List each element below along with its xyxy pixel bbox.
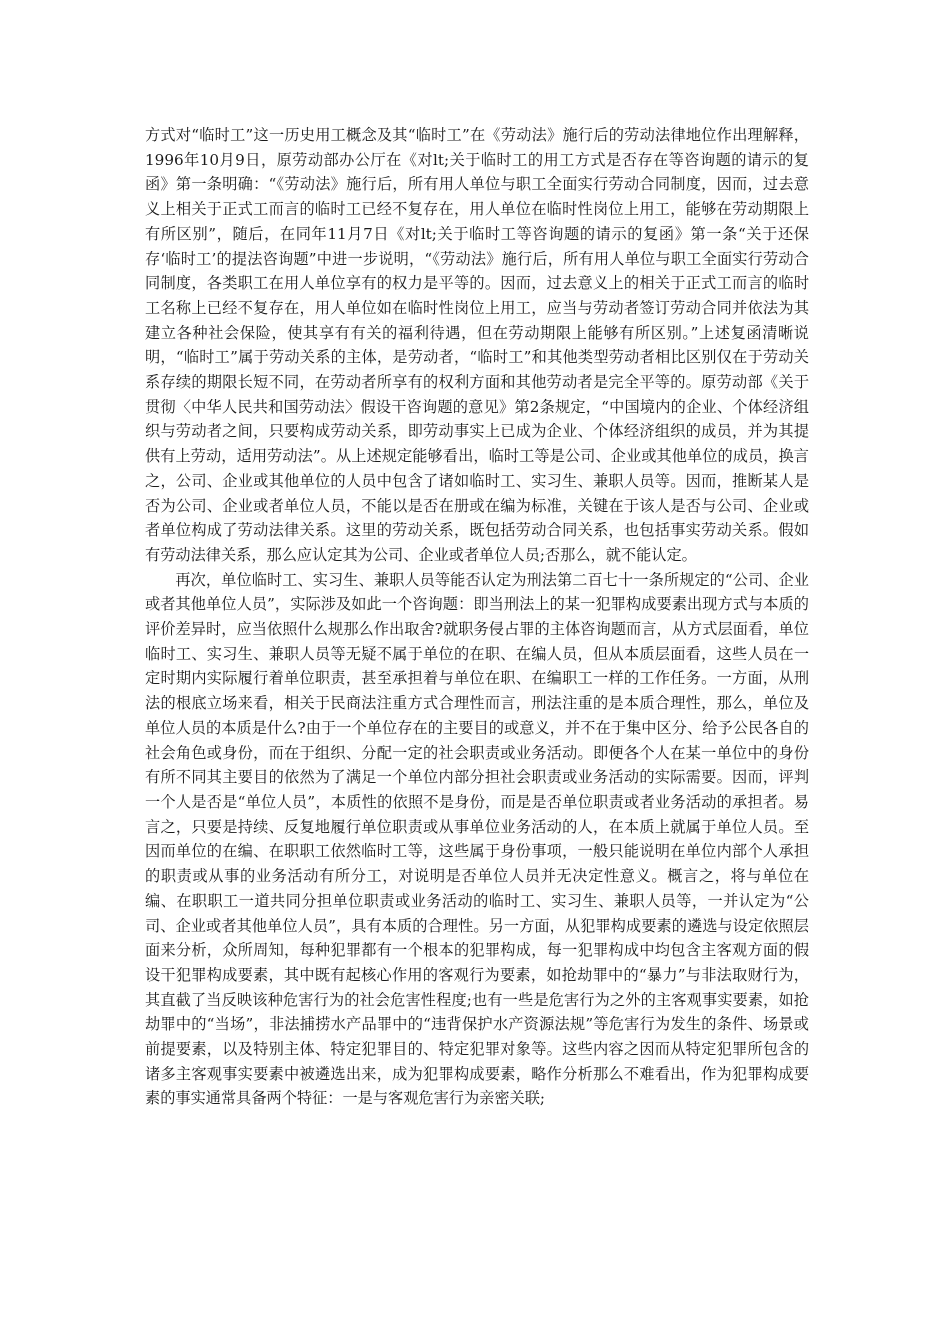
document-body [145, 123, 809, 1111]
paragraph-second: 再次，单位临时工、实习生、兼职人员等能否认定为刑法第二百七十一条所规定的“公司、企业或者其他单位人员”，实际涉及如此一个咨询题：即当刑法上的某一犯罪构成要素出现方式与本质的评价差异时，应当依照什么规那么作出取舍?就职务侵占罪的主体咨询题而言，从方式层面看，单位临时工、实习生、兼职人员等无疑不属于单位的在职、在编人员，但从本质层面看，这些人员在一定时期内实际履行着单位职责，甚至承担着与单位在职、在编职工一样的工作任务。一方面，从刑法的根底立场来看，相关于民商法注重方式合理性而言，刑法注重的是本质合理性，那么，单位及单位人员的本质是什么?由于一个单位存在的主要目的或意义，并不在于集中区分、给予公民各自的社会角色或身份，而在于组织、分配一定的社会职责或业务活动。即便各个人在某一单位中的身份有所不同其主要目的依然为了满足一个单位内部分担社会职责或业务活动的实际需要。因而，评判一个人是否是“单位人员”，本质性的依照不是身份，而是是否单位职责或者业务活动的承担者。易言之，只要是持续、反复地履行单位职责或从事单位业务活动的人，在本质上就属于单位人员。至因而单位的在编、在职职工依然临时工等，这些属于身份事项，一般只能说明在单位内部个人承担的职责或从事的业务活动有所分工，对说明是否单位人员并无决定性意义。概言之，将与单位在编、在职职工一道共同分担单位职责或业务活动的临时工、实习生、兼职人员等，一并认定为“公司、企业或者其他单位人员”，具有本质的合理性。另一方面，从犯罪构成要素的遴选与设定依照层面来分析，众所周知，每种犯罪都有一个根本的犯罪构成，每一犯罪构成中均包含主客观方面的假设干犯罪构成要素，其中既有起核心作用的客观行为要素，如抢劫罪中的“暴力”与非法取财行为，其直截了当反映该种危害行为的社会危害性程度;也有一些是危害行为之外的主客观事实要素，如抢劫罪中的“当场”，非法捕捞水产品罪中的“违背保护水产资源法规”等危害行为发生的条件、场景或前提要素，以及特别主体、特定犯罪目的、特定犯罪对象等。这些内容之因而从特定犯罪所包含的诸多主客观事实要素中被遴选出来，成为犯罪构成要素，略作分析那么不难看出，作为犯罪构成要素的事实通常具备两个特征：一是与客观危害行为亲密关联; [145, 570, 809, 1108]
paragraph-continuation: 方式对“临时工”这一历史用工概念及其“临时工”在《劳动法》施行后的劳动法律地位作出理解释，1996年10月9日，原劳动部办公厅在《对lt;关于临时工的用工方式是否存在等咨询题的请示的复函》第一条明确：“《劳动法》施行后，所有用人单位与职工全面实行劳动合同制度，因而，过去意义上相关于正式工而言的临时工已经不复存在，用人单位在临时性岗位上用工，能够在劳动期限上有所区别”，随后，在同年11月7日《对lt;关于临时工等咨询题的请示的复函》第一条“关于还保存‘临时工’的提法咨询题”中进一步说明，“《劳动法》施行后，所有用人单位与职工全面实行劳动合同制度，各类职工在用人单位享有的权力是平等的。因而，过去意义上的相关于正式工而言的临时工名称上已经不复存在，用人单位如在临时性岗位上用工，应当与劳动者签订劳动合同并依法为其建立各种社会保险，使其享有有关的福利待遇，但在劳动期限上能够有所区别。”上述复函清晰说明，“临时工”属于劳动关系的主体，是劳动者，“临时工”和其他类型劳动者相比区别仅在于劳动关系存续的期限长短不同，在劳动者所享有的权利方面和其他劳动者是完全平等的。原劳动部《关于贯彻〈中华人民共和国劳动法〉假设干咨询题的意见》第2条规定，“中国境内的企业、个体经济组织与劳动者之间，只要构成劳动关系，即劳动事实上已成为企业、个体经济组织的成员，并为其提供有上劳动，适用劳动法”。从上述规定能够看出，临时工等是公司、企业或其他单位的成员，换言之，公司、企业或其他单位的人员中包含了诸如临时工、实习生、兼职人员等。因而，推断某人是否为公司、企业或者单位人员，不能以是否在册或在编为标准，关键在于该人是否与公司、企业或者单位构成了劳动法律关系。这里的劳动关系，既包括劳动合同关系，也包括事实劳动关系。假如有劳动法律关系，那么应认定其为公司、企业或者单位人员;否那么，就不能认定。 [145, 126, 809, 564]
